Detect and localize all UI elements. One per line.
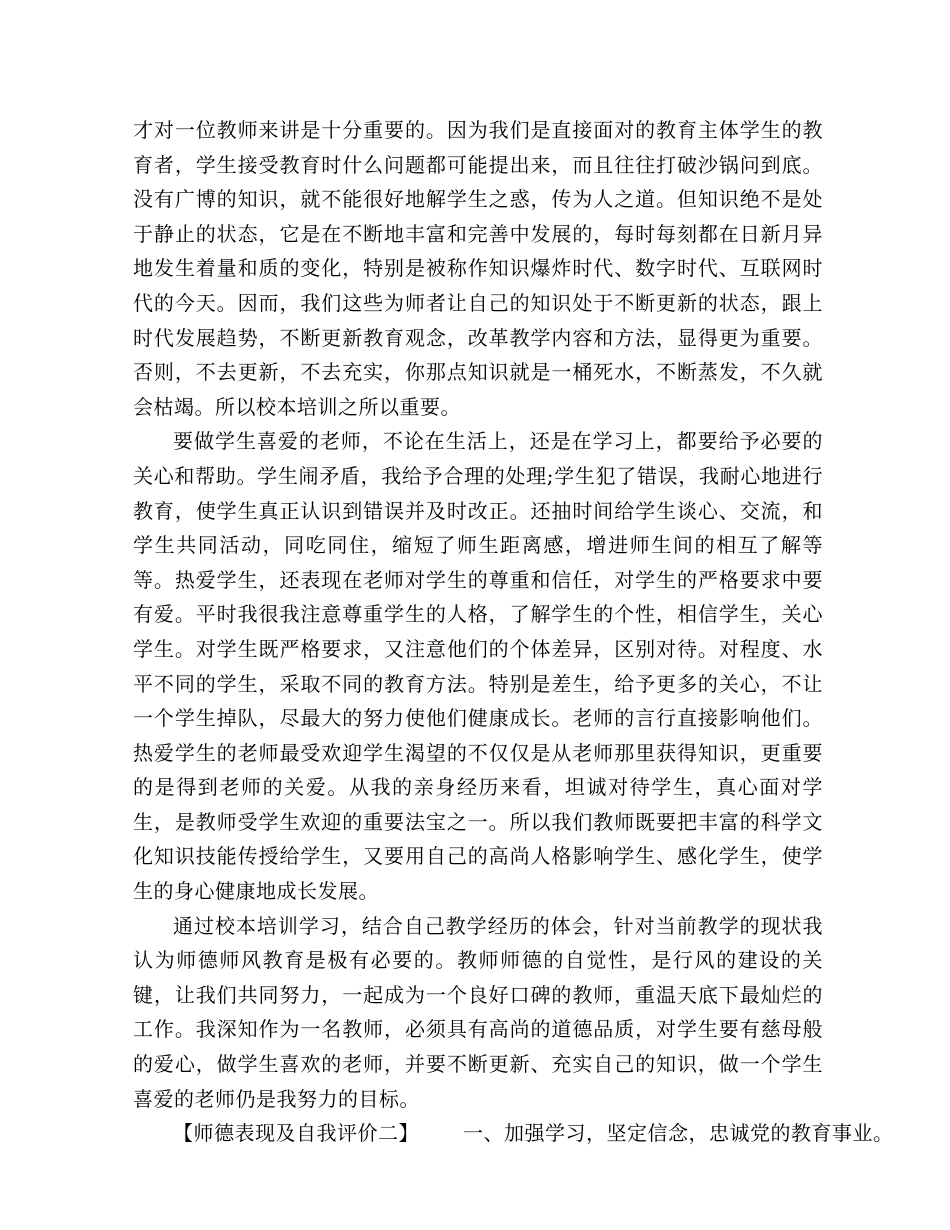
section-title: 【师德表现及自我评价二】 [173,1121,419,1146]
section-first-item: 一、加强学习，坚定信念，忠诚党的教育事业。 [463,1121,894,1146]
section-heading-line [133,1116,894,1151]
paragraph-3: 通过校本培训学习，结合自己教学经历的体会，针对当前教学的现状我认为师德师风教育是极有必要的。教师师德的自觉性，是行风的建设的关键，让我们共同努力，一起成为一个良好口碑的教师，重温天底下最灿烂的工作。我深知作为一名教师，必须具有高尚的道德品质，对学生要有慈母般的爱心，做学生喜欢的老师，并要不断更新、充实自己的知识，做一个学生喜爱的老师仍是我努力的目标。 [133,913,823,1111]
paragraph-2: 要做学生喜爱的老师，不论在生活上，还是在学习上，都要给予必要的关心和帮助。学生闹矛盾，我给予合理的处理;学生犯了错误，我耐心地进行教育，使学生真正认识到错误并及时改正。还抽时间给学生谈心、交流，和学生共同活动，同吃同住，缩短了师生距离感，增进师生间的相互了解等等。热爱学生，还表现在老师对学生的尊重和信任，对学生的严格要求中要有爱。平时我很我注意尊重学生的人格，了解学生的个性，相信学生，关心学生。对学生既严格要求，又注意他们的个体差异，区别对待。对程度、水平不同的学生，采取不同的教育方法。特别是差生，给予更多的关心，不让一个学生掉队，尽最大的努力使他们健康成长。老师的言行直接影响他们。热爱学生的老师最受欢迎学生渴望的不仅仅是从老师那里获得知识，更重要的是得到老师的关爱。从我的亲身经历来看，坦诚对待学生，真心面对学生，是教师受学生欢迎的重要法宝之一。所以我们教师既要把丰富的科学文化知识技能传授给学生，又要用自己的高尚人格影响学生、感化学生，使学生的身心健康地成长发展。 [133,429,823,904]
document-body [133,113,894,1151]
paragraph-1: 才对一位教师来讲是十分重要的。因为我们是直接面对的教育主体学生的教育者，学生接受教育时什么问题都可能提出来，而且往往打破沙锅问到底。没有广博的知识，就不能很好地解学生之惑，传为人之道。但知识绝不是处于静止的状态，它是在不断地丰富和完善中发展的，每时每刻都在日新月异地发生着量和质的变化，特别是被称作知识爆炸时代、数字时代、互联网时代的今天。因而，我们这些为师者让自己的知识处于不断更新的状态，跟上时代发展趋势，不断更新教育观念，改革教学内容和方法，显得更为重要。否则，不去更新，不去充实，你那点知识就是一桶死水，不断蒸发，不久就会枯竭。所以校本培训之所以重要。 [133,118,823,419]
